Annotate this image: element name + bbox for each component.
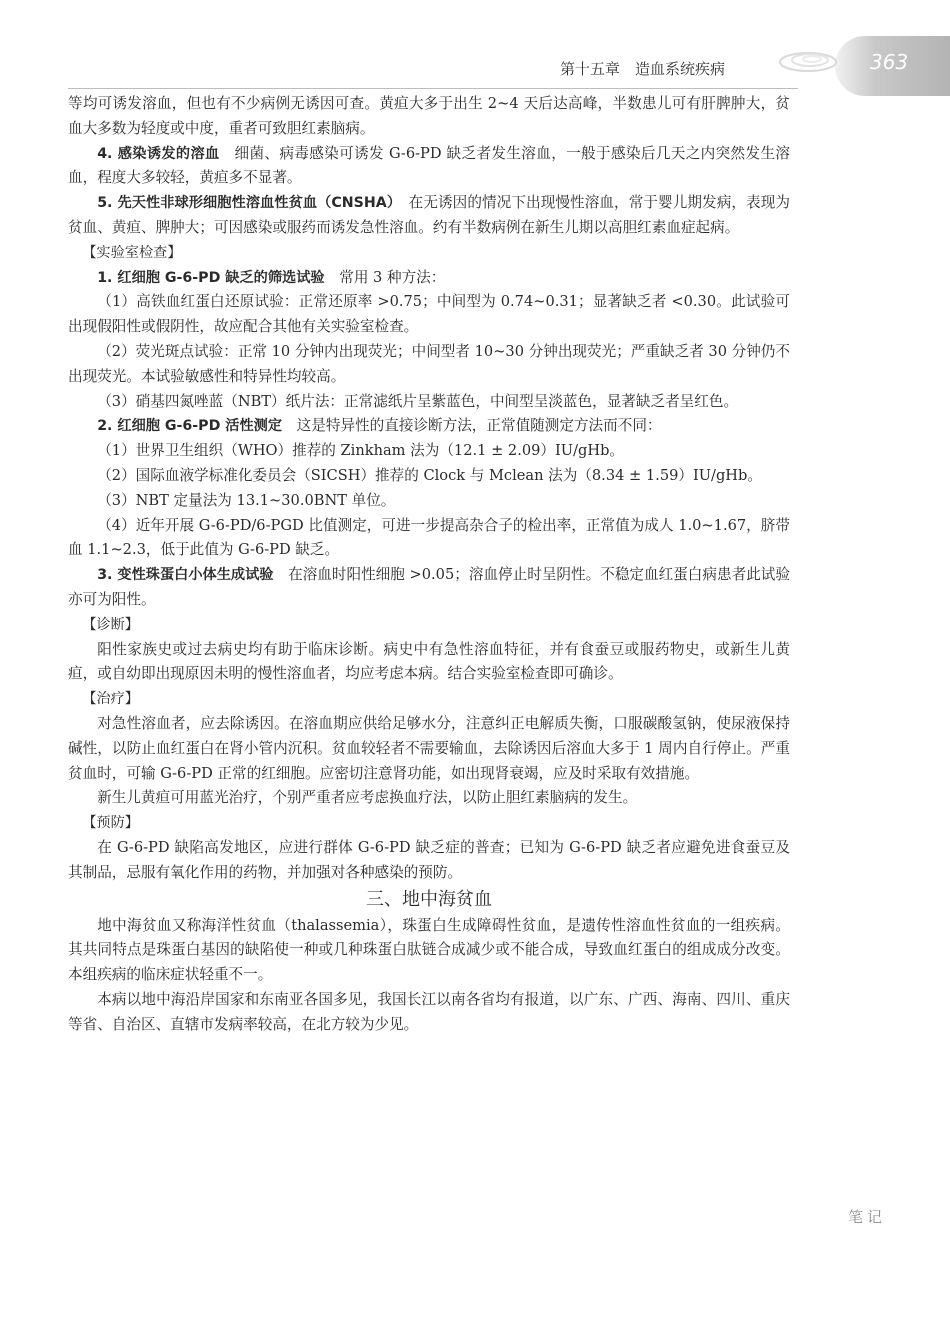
paragraph-cnsha <box>68 191 790 241</box>
subheading: 1. 红细胞 G-6-PD 缺乏的筛选试验 <box>97 269 325 286</box>
chapter-title: 第十五章 造血系统疾病 <box>560 60 726 78</box>
section-thalassemia-title: 三、地中海贫血 <box>366 888 492 910</box>
paragraph-lab-2-4: （4）近年开展 G-6-PD/6-PGD 比值测定，可进一步提高杂合子的检出率，正常值为成人 1.0~1.67，脐带血 1.1~2.3，低于此值为 G-6-PD 缺乏。 <box>68 516 790 559</box>
subheading: 3. 变性珠蛋白小体生成试验 <box>97 567 274 584</box>
paragraph-lab-1-3: （3）硝基四氮唑蓝（NBT）纸片法：正常滤纸片呈紫蓝色，中间型呈淡蓝色，显著缺乏者呈红色。 <box>97 392 739 410</box>
paragraph-lab-2-2: （2）国际血液学标准化委员会（SICSH）推荐的 Clock 与 Mclean 法为（8.34 ± 1.59）IU/gHb。 <box>97 466 762 484</box>
page-number: 363 <box>870 50 909 74</box>
paragraph-lab-1-2: （2）荧光斑点试验：正常 10 分钟内出现荧光；中间型者 10~30 分钟出现荧光；严重缺乏者 30 分钟仍不出现荧光。本试验敏感性和特异性均较高。 <box>68 342 790 385</box>
section-prevention-title: 【预防】 <box>82 815 139 832</box>
section-treatment-title: 【治疗】 <box>82 691 139 708</box>
paragraph-text: 细菌、病毒感染可诱发 G-6-PD 缺乏者发生溶血，一般于感染后几天之内突然发生溶血，程度大多较轻，黄疸多不显著。 <box>68 144 790 187</box>
paragraph-thalassemia-2: 本病以地中海沿岸国家和东南亚各国多见，我国长江以南各省均有报道，以广东、广西、海南、四川、重庆等省、自治区、直辖市发病率较高，在北方较为少见。 <box>68 990 790 1033</box>
paragraph-continuation: 等均可诱发溶血，但也有不少病例无诱因可查。黄疸大多于出生 2~4 天后达高峰，半数患儿可有肝脾肿大，贫血大多数为轻度或中度，重者可致胆红素脑病。 <box>68 95 790 137</box>
header-rule <box>68 88 798 89</box>
paragraph-treatment-2: 新生儿黄疸可用蓝光治疗，个别严重者应考虑换血疗法，以防止胆红素脑病的发生。 <box>97 789 638 807</box>
paragraph-lab-2-1: （1）世界卫生组织（WHO）推荐的 Zinkham 法为（12.1 ± 2.09）IU/gHb。 <box>97 442 625 460</box>
notes-margin-label: 笔记 <box>848 1208 887 1226</box>
paragraph-lab-1-1: （1）高铁血红蛋白还原试验：正常还原率 >0.75；中间型为 0.74~0.31；显著缺乏者 <0.30。此试验可出现假阳性或假阴性，故应配合其他有关实验室检查。 <box>68 293 790 336</box>
paragraph-text: 在无诱因的情况下出现慢性溶血，常于婴儿期发病，表现为贫血、黄疸、脾肿大；可因感染或服药而诱发急性溶血。约有半数病例在新生儿期以高胆红素血症起病。 <box>68 194 790 236</box>
section-diagnosis-title: 【诊断】 <box>82 616 139 633</box>
paragraph-infection-hemolysis <box>68 142 790 192</box>
swirl-decoration-icon <box>770 40 840 80</box>
paragraph-treatment-1: 对急性溶血者，应去除诱因。在溶血期应供给足够水分，注意纠正电解质失衡，口服碳酸氢钠，使尿液保持碱性，以防止血红蛋白在肾小管内沉积。贫血较轻者不需要输血，去除诱因后溶血大多于 1 周内自行停止。严重贫血时，可输 G-6-PD 正常的红细胞。应密切注意肾功能，如出现肾衰竭，应及时采取有效措施。 <box>68 714 790 782</box>
paragraph-text: 在溶血时阳性细胞 >0.05；溶血停止时呈阴性。不稳定血红蛋白病患者此试验亦可为阳性。 <box>68 566 790 608</box>
page-body <box>68 92 790 1037</box>
paragraph-thalassemia-1: 地中海贫血又称海洋性贫血（thalassemia），珠蛋白生成障碍性贫血，是遗传性溶血性贫血的一组疾病。其共同特点是珠蛋白基因的缺陷使一种或几种珠蛋白肽链合成减少或不能合成，导致血红蛋白的组成成分改变。本组疾病的临床症状轻重不一。 <box>68 916 790 984</box>
subheading: 5. 先天性非球形细胞性溶血性贫血（CNSHA） <box>97 195 394 212</box>
subheading: 4. 感染诱发的溶血 <box>97 145 220 162</box>
section-lab-title: 【实验室检查】 <box>82 244 182 261</box>
paragraph-lab-1 <box>68 266 790 291</box>
paragraph-text: 这是特异性的直接诊断方法，正常值随测定方法而不同： <box>282 417 662 435</box>
paragraph-lab-3 <box>68 563 790 613</box>
paragraph-diagnosis: 阳性家族史或过去病史均有助于临床诊断。病史中有急性溶血特征，并有食蚕豆或服药物史，或新生儿黄疸，或自幼即出现原因未明的慢性溶血者，均应考虑本病。结合实验室检查即可确诊。 <box>68 640 790 683</box>
paragraph-prevention: 在 G-6-PD 缺陷高发地区，应进行群体 G-6-PD 缺乏症的普查；已知为 G-6-PD 缺乏者应避免进食蚕豆及其制品，忌服有氧化作用的药物，并加强对各种感染的预防。 <box>68 838 790 881</box>
paragraph-text: 常用 3 种方法： <box>324 268 446 286</box>
paragraph-lab-2 <box>68 414 790 439</box>
subheading: 2. 红细胞 G-6-PD 活性测定 <box>97 418 283 435</box>
paragraph-lab-2-3: （3）NBT 定量法为 13.1~30.0BNT 单位。 <box>97 491 396 509</box>
